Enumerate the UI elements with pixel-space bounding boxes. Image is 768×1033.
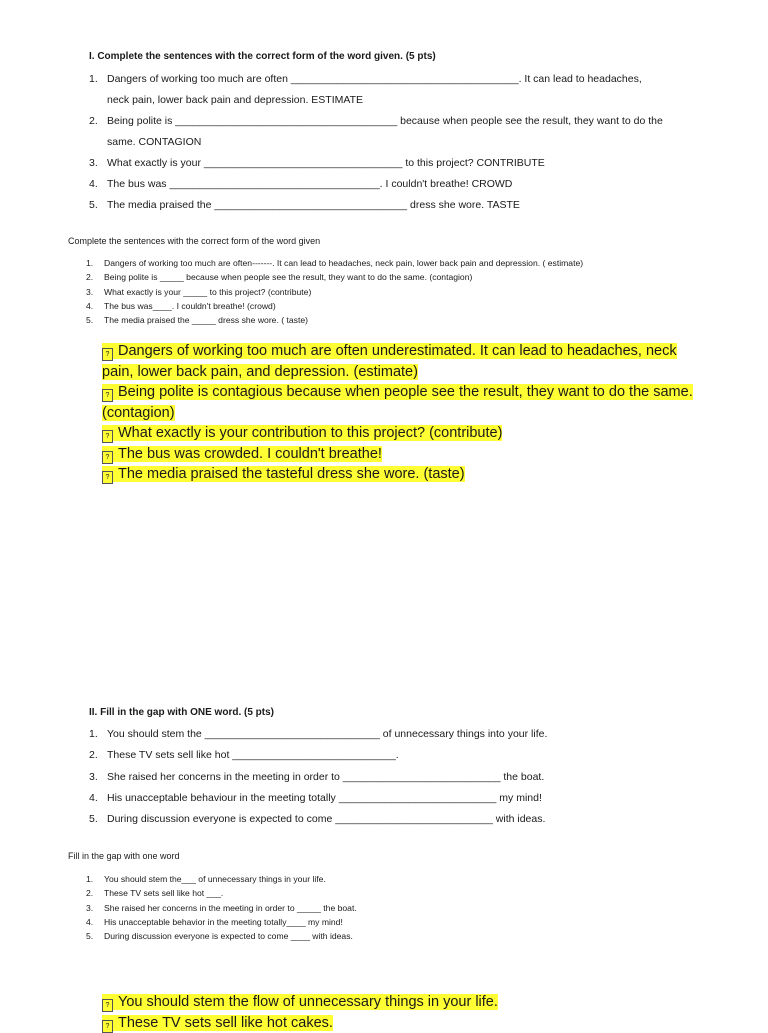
list-item: 2. Being polite is ______________________________________ because when people see the result, they want to do the same. CONTAGION	[89, 111, 689, 153]
list-item: 3. She raised her concerns in the meeting in order to ___________________________ the boat.	[89, 767, 689, 788]
list-item: 1. You should stem the ______________________________ of unnecessary things into your life.	[89, 724, 689, 745]
list-item: 5. During discussion everyone is expected to come ____ with ideas.	[86, 929, 357, 943]
plain-2-title: Fill in the gap with one word	[68, 851, 180, 861]
missing-glyph-icon: ?	[102, 1020, 113, 1033]
section-2-title: II. Fill in the gap with ONE word. (5 pts)	[89, 707, 274, 718]
plain-2-list	[86, 872, 357, 943]
list-item: 3. What exactly is your __________________________________ to this project? CONTRIBUTE	[89, 153, 689, 174]
answers-2	[102, 992, 702, 1033]
answer-item: ? The media praised the tasteful dress she wore. (taste)	[102, 464, 702, 485]
section-1-list	[89, 69, 689, 216]
answer-item: ? Dangers of working too much are often underestimated. It can lead to headaches, neck pain, lower back pain, and depression. (estimate)	[102, 341, 702, 382]
list-item: 1. You should stem the___ of unnecessary things in your life.	[86, 872, 357, 886]
list-item: 5. The media praised the _____ dress she wore. ( taste)	[86, 313, 583, 327]
answer-item: ? These TV sets sell like hot cakes.	[102, 1013, 702, 1033]
answer-item: ? The bus was crowded. I couldn't breathe!	[102, 444, 702, 465]
missing-glyph-icon: ?	[102, 348, 113, 361]
list-item: 4. The bus was ____________________________________. I couldn't breathe! CROWD	[89, 174, 689, 195]
missing-glyph-icon: ?	[102, 430, 113, 443]
list-item: 3. She raised her concerns in the meeting in order to _____ the boat.	[86, 901, 357, 915]
list-item: 2. These TV sets sell like hot ____________________________.	[89, 745, 689, 766]
answers-1	[102, 341, 702, 485]
list-item: 1. Dangers of working too much are often-------. It can lead to headaches, neck pain, lower back pain and depression. ( estimate)	[86, 256, 583, 270]
answer-item: ? Being polite is contagious because when people see the result, they want to do the same. (contagion)	[102, 382, 702, 423]
section-2-list	[89, 724, 689, 830]
section-1-title: I. Complete the sentences with the correct form of the word given. (5 pts)	[89, 51, 436, 62]
list-item: 1. Dangers of working too much are often _______________________________________. It can lead to headaches, neck pain, lower back pain and depression. ESTIMATE	[89, 69, 689, 111]
missing-glyph-icon: ?	[102, 389, 113, 402]
list-item: 4. His unacceptable behaviour in the meeting totally ___________________________ my mind!	[89, 788, 689, 809]
missing-glyph-icon: ?	[102, 451, 113, 464]
answer-item: ? You should stem the flow of unnecessary things in your life.	[102, 992, 702, 1013]
answer-item: ? What exactly is your contribution to this project? (contribute)	[102, 423, 702, 444]
list-item: 2. These TV sets sell like hot ___.	[86, 886, 357, 900]
list-item: 5. The media praised the _________________________________ dress she wore. TASTE	[89, 195, 689, 216]
list-item: 2. Being polite is _____ because when people see the result, they want to do the same. (contagion)	[86, 270, 583, 284]
list-item: 4. His unacceptable behavior in the meeting totally____ my mind!	[86, 915, 357, 929]
list-item: 3. What exactly is your _____ to this project? (contribute)	[86, 285, 583, 299]
list-item: 4. The bus was____. I couldn't breathe! (crowd)	[86, 299, 583, 313]
missing-glyph-icon: ?	[102, 471, 113, 484]
plain-1-title: Complete the sentences with the correct form of the word given	[68, 236, 320, 246]
missing-glyph-icon: ?	[102, 999, 113, 1012]
list-item: 5. During discussion everyone is expected to come ___________________________ with ideas.	[89, 809, 689, 830]
plain-1-list	[86, 256, 583, 327]
